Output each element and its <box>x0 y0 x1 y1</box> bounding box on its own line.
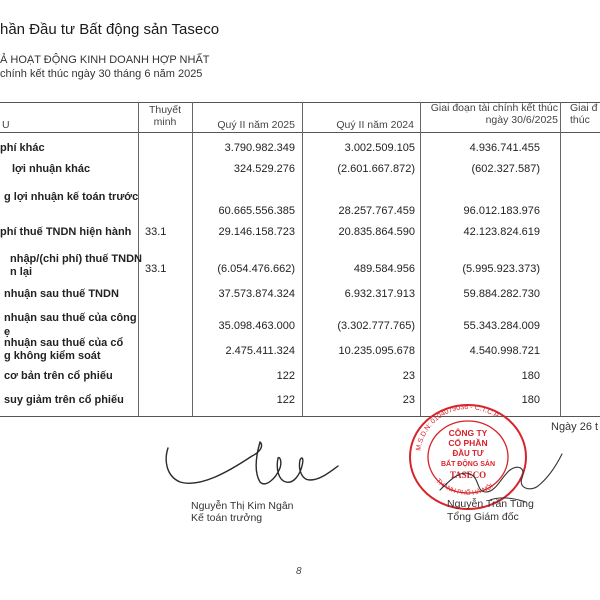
seal-line: BẤT ĐỘNG SẢN <box>440 461 496 468</box>
table-header-rule <box>0 132 600 133</box>
value-q2-2024: 28.257.767.459 <box>338 205 415 217</box>
preparer-name: Nguyễn Thị Kim Ngân <box>191 500 294 512</box>
value-period-2025: (602.327.587) <box>471 163 540 175</box>
page-number: 8 <box>296 566 302 577</box>
header-q2-2025: Quý II năm 2025 <box>217 119 295 131</box>
row-note: 33.1 <box>145 226 167 238</box>
value-q2-2025: 37.573.874.324 <box>218 288 295 300</box>
value-period-2025: (5.995.923.373) <box>462 263 540 275</box>
report-subtitle: chính kết thúc ngày 30 tháng 6 năm 2025 <box>0 68 203 80</box>
value-q2-2025: (6.054.476.662) <box>217 263 295 275</box>
value-q2-2025: 324.529.276 <box>233 163 295 175</box>
value-q2-2024: 489.584.956 <box>353 263 415 275</box>
header-note: Thuyết minh <box>148 104 182 128</box>
row-label-continued: g không kiểm soát <box>4 350 101 362</box>
value-q2-2024: 3.002.509.105 <box>344 142 415 154</box>
row-label: lợi nhuận khác <box>12 163 91 175</box>
col-divider <box>192 102 193 416</box>
value-period-2025: 4.936.741.455 <box>469 142 540 154</box>
company-name: hần Đầu tư Bất động sản Taseco <box>0 21 220 38</box>
row-label: phí khác <box>0 142 45 154</box>
preparer-signature <box>160 428 345 500</box>
header-q2-2024: Quý II năm 2024 <box>336 119 414 131</box>
value-q2-2024: 23 <box>402 370 415 382</box>
value-q2-2024: 20.835.864.590 <box>338 226 415 238</box>
row-label: nhuận sau thuế của công <box>4 312 137 324</box>
row-label: nhập/(chi phí) thuế TNDN <box>10 253 142 265</box>
row-label: suy giảm trên cổ phiếu <box>4 394 124 406</box>
row-label: g lợi nhuận kế toán trước <box>4 191 139 203</box>
value-q2-2025: 122 <box>276 394 295 406</box>
report-title: Ả HOẠT ĐỘNG KINH DOANH HỢP NHẤT <box>0 54 210 66</box>
seal-line: TASECO <box>449 470 487 480</box>
col-divider <box>302 102 303 416</box>
header-period-2025: Giai đoạn tài chính kết thúc ngày 30/6/2025 <box>430 102 558 126</box>
value-q2-2025: 3.790.982.349 <box>224 142 295 154</box>
header-item: U <box>2 119 10 131</box>
seal-line: ĐẦU TƯ <box>452 449 484 458</box>
row-note: 33.1 <box>145 263 167 275</box>
value-period-2025: 42.123.824.619 <box>463 226 540 238</box>
row-label-continued: ẹ <box>4 326 11 338</box>
value-q2-2024: 10.235.095.678 <box>338 345 415 357</box>
seal-line: CÔNG TY <box>448 428 488 438</box>
seal-line: CỔ PHẦN <box>448 438 488 448</box>
value-q2-2025: 60.665.556.385 <box>218 205 295 217</box>
value-q2-2024: (3.302.777.765) <box>337 320 415 332</box>
value-period-2025: 96.012.183.976 <box>463 205 540 217</box>
value-q2-2024: 23 <box>402 394 415 406</box>
header-period-prior: Giai đ thúc <box>570 102 598 126</box>
director-name: Nguyễn Trần Tùng <box>447 498 534 510</box>
value-q2-2024: (2.601.667.872) <box>337 163 415 175</box>
value-q2-2025: 122 <box>276 370 295 382</box>
value-period-2025: 4.540.998.721 <box>469 345 540 357</box>
value-q2-2024: 6.932.317.913 <box>344 288 415 300</box>
value-period-2025: 180 <box>521 370 540 382</box>
value-period-2025: 55.343.284.009 <box>463 320 540 332</box>
value-q2-2025: 2.475.411.324 <box>225 345 295 357</box>
row-label: nhuận sau thuế TNDN <box>4 288 119 300</box>
signing-date: Ngày 26 t <box>551 421 599 433</box>
director-role: Tổng Giám đốc <box>447 511 519 523</box>
row-label-continued: n lại <box>10 266 33 278</box>
col-divider <box>560 102 561 416</box>
value-period-2025: 180 <box>521 394 540 406</box>
value-period-2025: 59.884.282.730 <box>463 288 540 300</box>
value-q2-2025: 35.098.463.000 <box>218 320 295 332</box>
col-divider <box>420 102 421 416</box>
row-label: nhuận sau thuế của cổ <box>4 337 124 349</box>
value-q2-2025: 29.146.158.723 <box>218 226 295 238</box>
row-label: phí thuế TNDN hiện hành <box>0 226 132 238</box>
preparer-role: Kế toán trưởng <box>191 512 263 524</box>
row-label: cơ bản trên cổ phiếu <box>4 370 113 382</box>
seal-ring-text: M.S.D.N: 0104079036 - C.T.C.P <box>415 403 500 452</box>
seal-ring-bottom-text: THÀNH PHỐ HÀ NỘI <box>434 477 495 497</box>
